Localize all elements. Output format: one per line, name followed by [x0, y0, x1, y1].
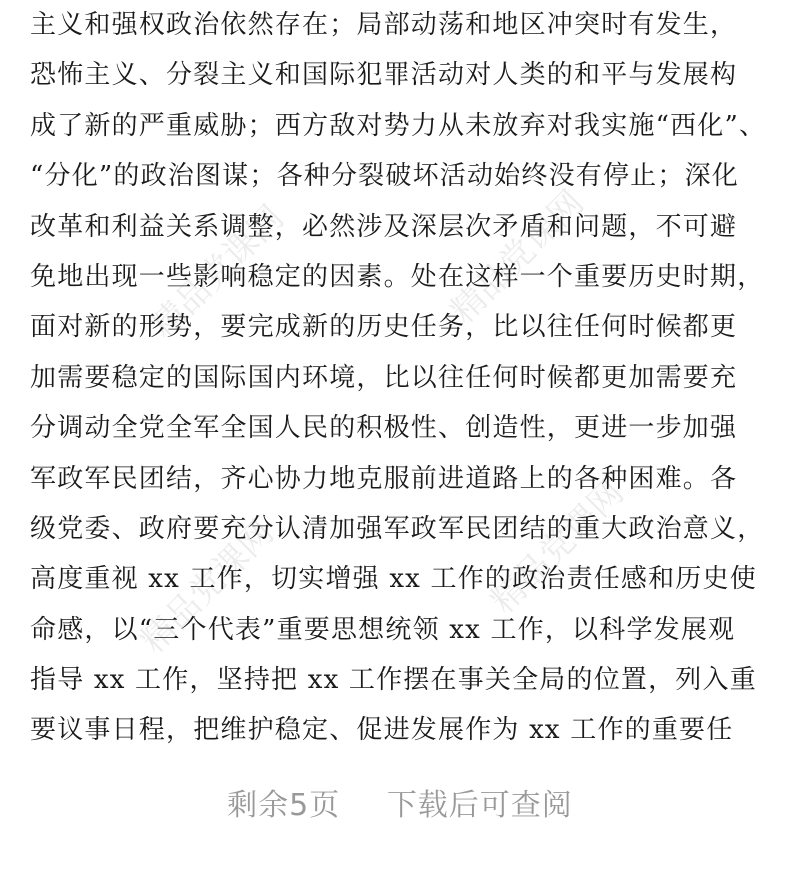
- text-line: 主义和强权政治依然存在；局部动荡和地区冲突时有发生，: [30, 10, 738, 40]
- text-line: “分化”的政治图谋；各种分裂破坏活动始终没有停止；深化: [30, 161, 739, 192]
- body-text: [30, 0, 780, 756]
- text-line: 要议事日程，把维护稳定、促进发展作为 xx 工作的重要任: [30, 715, 734, 746]
- remaining-pages-label: 剩余5页: [227, 788, 341, 823]
- watermark: 精品党课网: [143, 197, 292, 347]
- download-to-view-label: 下载后可查阅: [386, 788, 573, 823]
- text-line: 恐怖主义、分裂主义和国际犯罪活动对人类的和平与发展构: [30, 60, 738, 91]
- text-line: 军政军民团结，齐心协力地克服前进道路上的各种困难。各: [30, 463, 738, 494]
- download-more-banner[interactable]: [0, 780, 800, 824]
- text-line: 成了新的严重威胁；西方敌对势力从未放弃对我实施“西化”、: [30, 110, 767, 141]
- text-line: 命感，以“三个代表”重要思想统领 xx 工作，以科学发展观: [30, 614, 736, 645]
- text-line: 级党委、政府要充分认清加强军政军民团结的重大政治意义，: [30, 513, 765, 544]
- text-line: 高度重视 xx 工作，切实增强 xx 工作的政治责任感和历史使: [30, 564, 757, 595]
- text-line: 免地出现一些影响稳定的因素。处在这样一个重要历史时期，: [30, 261, 765, 292]
- text-line: 加需要稳定的国际国内环境，比以往任何时候都更加需要充: [30, 362, 738, 393]
- watermark: 精品党课网: [483, 472, 632, 622]
- text-line: 改革和利益关系调整，必然涉及深层次矛盾和问题，不可避: [30, 211, 738, 242]
- text-line: 分调动全党全军全国人民的积极性、创造性，更进一步加强: [30, 413, 738, 444]
- text-line: 面对新的形势，要完成新的历史任务，比以往任何时候都更: [30, 312, 738, 343]
- watermark: 精品党课网: [133, 512, 282, 662]
- watermark: 精品党课网: [443, 182, 592, 332]
- text-line: 指导 xx 工作，坚持把 xx 工作摆在事关全局的位置，列入重: [30, 665, 757, 696]
